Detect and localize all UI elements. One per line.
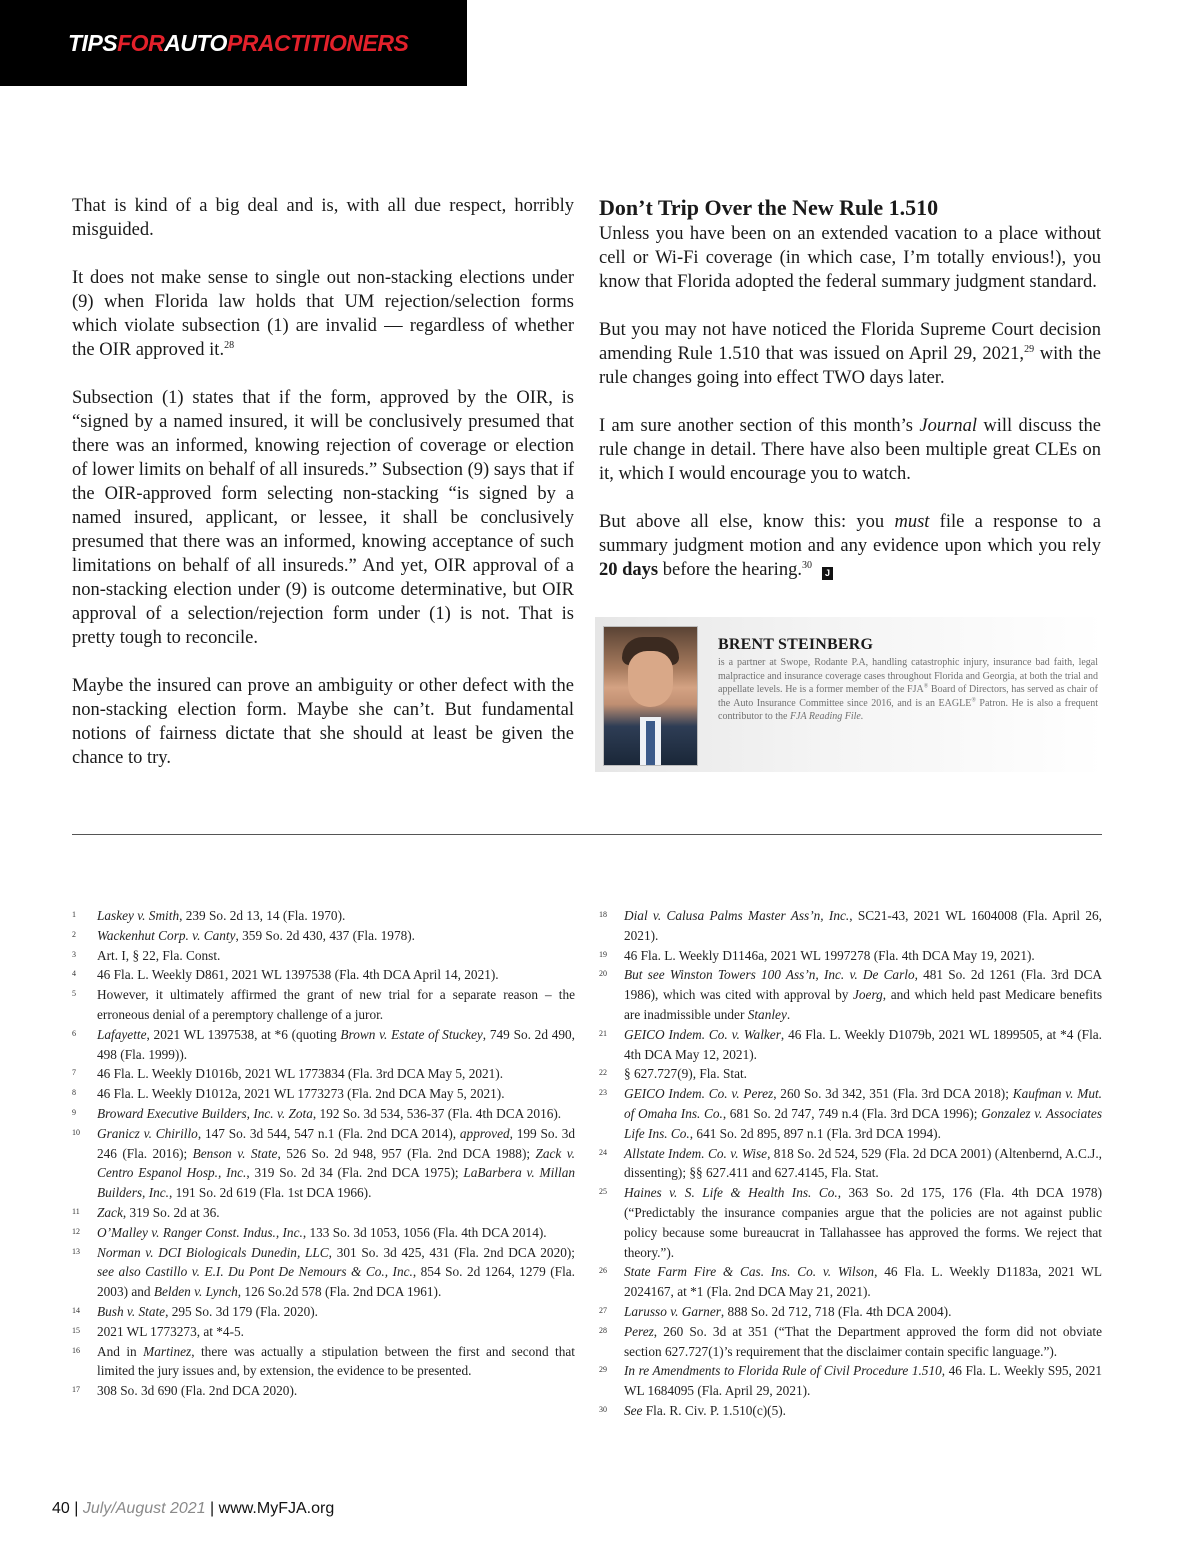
footnote-number: 11 bbox=[72, 1206, 80, 1216]
footnote-text: Zack, 319 So. 2d at 36. bbox=[97, 1204, 220, 1220]
footnote-number: 6 bbox=[72, 1028, 76, 1038]
footnote-text: § 627.727(9), Fla. Stat. bbox=[624, 1066, 747, 1082]
footnote-number: 3 bbox=[72, 949, 76, 959]
footnote-number: 5 bbox=[72, 989, 76, 999]
footnote-number: 20 bbox=[599, 969, 607, 979]
footnote-number: 1 bbox=[72, 910, 76, 919]
footnote-ref: 28 bbox=[224, 339, 235, 351]
page-footer: 40 | July/August 2021 | www.MyFJA.org bbox=[52, 1500, 335, 1517]
paragraph: Subsection (1) states that if the form, approved by the OIR, is “signed by a named insured, it will be conclusively presumed that there was an informed, knowing rejection of coverage or election of lower limits on behalf of all insureds.” Subsection (9) says that if the OIR-approved form selecting non-stacking “is signed by a named insured, applicant, or lessee, it shall be conclusively presumed that there was an informed, knowing acceptance of such limitations on behalf of all insureds.” And yet, OIR approval of a non-stacking election under (9) is outcome determinative, but OIR approval of a selection/rejection form under (1) is not. That is pretty tough to reconcile. bbox=[72, 388, 574, 648]
footnote-number: 24 bbox=[599, 1147, 607, 1157]
footnote-text: Larusso v. Garner, 888 So. 2d 712, 718 (Fla. 4th DCA 2004). bbox=[624, 1303, 952, 1319]
footnote-text: 2021 WL 1773273, at *4-5. bbox=[97, 1323, 244, 1339]
footnote-text: Granicz v. Chirillo, 147 So. 3d 544, 547 n.1 (Fla. 2nd DCA 2014), approved, 199 So. 3d 246 (Fla. 2016); Benson v. State, 526 So. 2d 948, 957 (Fla. 2nd DCA 1988); Zack v. Centro Espanol Hosp., Inc., 319 So. 2d 34 (Fla. 2nd DCA 1975); LaBarbera v. Millan Builders, Inc., 191 So. 2d 619 (Fla. 1st DCA 1966). bbox=[97, 1125, 575, 1201]
footnote bbox=[72, 1025, 575, 1065]
footnote-text: Perez, 260 So. 3d at 351 (“That the Department approved the form did not obviate section 627.727(1)’s requirement that the disclaimer contain specific language.”). bbox=[624, 1323, 1102, 1359]
footnote-text: 46 Fla. L. Weekly D1016b, 2021 WL 1773834 (Fla. 3rd DCA May 5, 2021). bbox=[97, 1066, 504, 1082]
footnote-text: Lafayette, 2021 WL 1397538, at *6 (quoting Brown v. Estate of Stuckey, 749 So. 2d 490, 498 (Fla. 1999)). bbox=[97, 1026, 575, 1062]
author-name: BRENT STEINBERG bbox=[718, 636, 874, 653]
page-number: 40 bbox=[52, 1500, 70, 1517]
paragraph: Maybe the insured can prove an ambiguity or other defect with the non-stacking election form. Maybe she can’t. But fundamental notions of fairness dictate that she should at least be given the chance to try. bbox=[72, 676, 574, 768]
footnote bbox=[72, 1223, 575, 1243]
section-title: TIPSFORAUTOPRACTITIONERS bbox=[68, 30, 409, 56]
paragraph: I am sure another section of this month’s Journal will discuss the rule change in detail. There have also been multiple great CLEs on it, which I would encourage you to watch. bbox=[599, 416, 1101, 484]
footnote bbox=[599, 1322, 1102, 1362]
footnote bbox=[599, 965, 1102, 1024]
footnote-ref: 30 bbox=[801, 559, 812, 571]
footnote bbox=[599, 946, 1102, 966]
footnote-number: 23 bbox=[599, 1088, 607, 1098]
footnote-number: 10 bbox=[72, 1127, 80, 1137]
right-article-column bbox=[599, 194, 1101, 606]
paragraph: But you may not have noticed the Florida Supreme Court decision amending Rule 1.510 that was issued on April 29, 2021,29 with the rule changes going into effect TWO days later. bbox=[599, 320, 1101, 388]
footnote-text: 46 Fla. L. Weekly D861, 2021 WL 1397538 (Fla. 4th DCA April 14, 2021). bbox=[97, 967, 499, 983]
footnote bbox=[72, 1381, 575, 1401]
footnote-text: Norman v. DCI Biologicals Dunedin, LLC, 301 So. 3d 425, 431 (Fla. 2nd DCA 2020); see also Castillo v. E.I. Du Pont De Nemours & Co., Inc., 854 So. 2d 1264, 1279 (Fla. 2003) and Belden v. Lynch, 126 So.2d 578 (Fla. 2nd DCA 1961). bbox=[97, 1244, 575, 1300]
footnote-number: 19 bbox=[599, 949, 607, 959]
footnote bbox=[599, 1401, 1102, 1421]
footnotes-right-column bbox=[599, 906, 1102, 1421]
footnote bbox=[72, 906, 575, 926]
footnote-text: Laskey v. Smith, 239 So. 2d 13, 14 (Fla. 1970). bbox=[97, 908, 346, 923]
footnote bbox=[72, 1084, 575, 1104]
footnote-number: 25 bbox=[599, 1187, 607, 1197]
footnote-number: 18 bbox=[599, 910, 607, 919]
footnote bbox=[72, 1342, 575, 1382]
footnote bbox=[599, 1262, 1102, 1302]
footnote-number: 29 bbox=[599, 1365, 607, 1375]
footnote-ref: 29 bbox=[1024, 343, 1035, 355]
footnote-number: 28 bbox=[599, 1325, 607, 1335]
footnote bbox=[599, 1025, 1102, 1065]
end-of-article-icon: J bbox=[822, 567, 833, 580]
footnote bbox=[72, 965, 575, 985]
footnote-number: 22 bbox=[599, 1068, 607, 1078]
footnote bbox=[72, 926, 575, 946]
footnote-number: 8 bbox=[72, 1088, 76, 1098]
footnote-text: But see Winston Towers 100 Ass’n, Inc. v. De Carlo, 481 So. 2d 1261 (Fla. 3rd DCA 1986), which was cited with approval by Joerg, and which held past Medicare benefits are inadmissible under Stanley. bbox=[624, 967, 1103, 1022]
footnote bbox=[72, 1243, 575, 1302]
footnote bbox=[599, 1084, 1102, 1143]
footnote-text: 46 Fla. L. Weekly D1012a, 2021 WL 1773273 (Fla. 2nd DCA May 5, 2021). bbox=[97, 1086, 505, 1102]
footnote-text: Bush v. State, 295 So. 3d 179 (Fla. 2020). bbox=[97, 1303, 318, 1319]
footnote-text: Allstate Indem. Co. v. Wise, 818 So. 2d 524, 529 (Fla. 2d DCA 2001) (Altenbernd, A.C.J., dissenting); §§ 627.411 and 627.4145, Fla. Stat. bbox=[624, 1145, 1103, 1181]
footnote-number: 4 bbox=[72, 969, 76, 979]
paragraph: It does not make sense to single out non-stacking elections under (9) when Florida law holds that UM rejection/selection forms which violate subsection (1) are invalid — regardless of whether the OIR approved it.$^{28}$ bbox=[72, 268, 574, 360]
footnote bbox=[72, 1064, 575, 1084]
footnote-number: 21 bbox=[599, 1028, 607, 1038]
footnote-text: Wackenhut Corp. v. Canty, 359 So. 2d 430, 437 (Fla. 1978). bbox=[97, 927, 416, 943]
footnote bbox=[599, 1302, 1102, 1322]
footnote-text: See Fla. R. Civ. P. 1.510(c)(5). bbox=[624, 1402, 787, 1418]
paragraph: That is kind of a big deal and is, with all due respect, horribly misguided. bbox=[72, 196, 574, 240]
footnote-text: In re Amendments to Florida Rule of Civil Procedure 1.510, 46 Fla. L. Weekly S95, 2021 WL 1684095 (Fla. April 29, 2021). bbox=[624, 1363, 1102, 1399]
footnote-text: State Farm Fire & Cas. Ins. Co. v. Wilson, 46 Fla. L. Weekly D1183a, 2021 WL 2024167, at *1 (Fla. 2nd DCA May 21, 2021). bbox=[624, 1264, 1102, 1300]
footnote-text: 46 Fla. L. Weekly D1146a, 2021 WL 1997278 (Fla. 4th DCA May 19, 2021). bbox=[624, 947, 1035, 963]
footnote-text: Dial v. Calusa Palms Master Ass’n, Inc., SC21-43, 2021 WL 1604008 (Fla. April 26, 2021). bbox=[624, 908, 1102, 943]
website-link[interactable]: www.MyFJA.org bbox=[218, 1500, 335, 1517]
footnote-text: Haines v. S. Life & Health Ins. Co., 363 So. 2d 175, 176 (Fla. 4th DCA 1978) (“Predictably the insurance companies argue that the policies are not against public policy because some bureaucrat in Tallahassee has approved the forms. We reject that theory.”). bbox=[624, 1185, 1102, 1260]
footnote-text: Broward Executive Builders, Inc. v. Zota, 192 So. 3d 534, 536-37 (Fla. 4th DCA 2016). bbox=[97, 1105, 562, 1121]
footnote-number: 30 bbox=[599, 1404, 607, 1414]
footnote-number: 15 bbox=[72, 1325, 80, 1335]
paragraph: But above all else, know this: you must file a response to a summary judgment motion and any evidence upon which you rely 20 days before the hearing.$^{30}$J bbox=[599, 512, 1101, 580]
footnote-number: 2 bbox=[72, 929, 76, 939]
footnote-number: 9 bbox=[72, 1107, 76, 1117]
footnote bbox=[72, 1203, 575, 1223]
footnote-text: GEICO Indem. Co. v. Walker, 46 Fla. L. Weekly D1079b, 2021 WL 1899505, at *4 (Fla. 4th DCA May 12, 2021). bbox=[624, 1026, 1102, 1062]
footnote-number: 26 bbox=[599, 1266, 607, 1276]
footnote-number: 12 bbox=[72, 1226, 80, 1236]
footnote bbox=[599, 1361, 1102, 1401]
footnote bbox=[599, 1144, 1102, 1184]
footnote-number: 7 bbox=[72, 1068, 76, 1078]
footnote-number: 14 bbox=[72, 1305, 80, 1315]
footnote bbox=[72, 946, 575, 966]
footnote-text: O’Malley v. Ranger Const. Indus., Inc., 133 So. 3d 1053, 1056 (Fla. 4th DCA 2014). bbox=[97, 1224, 547, 1240]
footnote-text: GEICO Indem. Co. v. Perez, 260 So. 3d 342, 351 (Fla. 3rd DCA 2018); Kaufman v. Mut. of Omaha Ins. Co., 681 So. 2d 747, 749 n.4 (Fla. 3rd DCA 1996); Gonzalez v. Associates Life Ins. Co., 641 So. 2d 895, 897 n.1 (Fla. 3rd DCA 1994). bbox=[624, 1086, 1103, 1141]
footnote bbox=[72, 1322, 575, 1342]
footnote bbox=[72, 985, 575, 1025]
footnote bbox=[599, 1183, 1102, 1262]
footnote bbox=[72, 1104, 575, 1124]
footnote-number: 17 bbox=[72, 1385, 80, 1395]
footnote-text: 308 So. 3d 690 (Fla. 2nd DCA 2020). bbox=[97, 1383, 298, 1399]
footnote-text: However, it ultimately affirmed the grant of new trial for a separate reason – the erroneous denial of a peremptory challenge of a juror. bbox=[97, 987, 575, 1022]
footnote bbox=[599, 1064, 1102, 1084]
footnote bbox=[72, 1124, 575, 1203]
author-photo bbox=[603, 626, 698, 766]
paragraph: Unless you have been on an extended vacation to a place without cell or Wi-Fi coverage (in which case, I’m totally envious!), you know that Florida adopted the federal summary judgment standard. bbox=[599, 224, 1101, 292]
footnote-text: And in Martinez, there was actually a stipulation between the first and second that limited the jury issues and, by extension, the evidence to be presented. bbox=[97, 1343, 575, 1379]
footnotes-left-column bbox=[72, 906, 575, 1401]
footnote-number: 16 bbox=[72, 1345, 80, 1355]
author-bio: is a partner at Swope, Rodante P.A, handling catastrophic injury, insurance bad faith, legal malpractice and insurance coverage cases throughout Florida and Georgia, at both the trial and appellate levels. He is a former member of the FJA® Board of Directors, has served as chair of the Auto Insurance Committee since 2016, and is an EAGLE® Patron. He is also a frequent contributor to the FJA Reading File. bbox=[718, 657, 1098, 722]
issue-date: July/August 2021 bbox=[82, 1500, 206, 1517]
footnote-number: 27 bbox=[599, 1305, 607, 1315]
footnote-text: Art. I, § 22, Fla. Const. bbox=[97, 947, 221, 963]
header-bar bbox=[0, 0, 467, 86]
footnote bbox=[599, 906, 1102, 946]
footnotes-divider bbox=[72, 834, 1102, 835]
footnote bbox=[72, 1302, 575, 1322]
footnote-number: 13 bbox=[72, 1246, 80, 1256]
left-article-column bbox=[72, 194, 574, 794]
section-heading: Don’t Trip Over the New Rule 1.510 bbox=[599, 195, 939, 220]
